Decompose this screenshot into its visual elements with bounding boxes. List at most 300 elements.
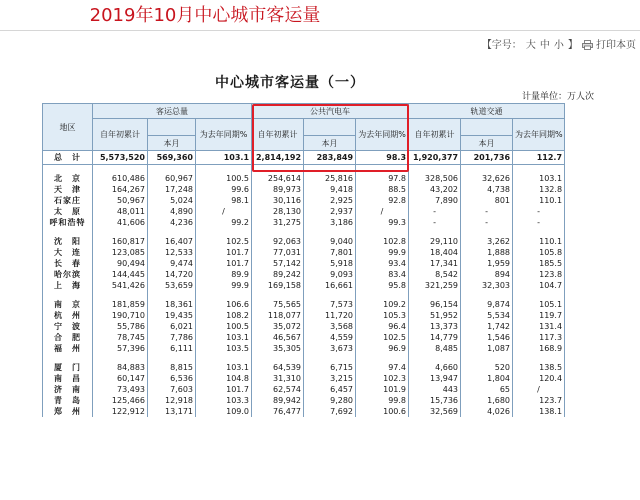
header-divider bbox=[0, 30, 640, 31]
table-cell: 125,466 bbox=[93, 395, 148, 406]
table-cell: 8,815 bbox=[148, 362, 196, 373]
table-cell: 96.4 bbox=[356, 321, 409, 332]
table-cell: 7,573 bbox=[304, 299, 356, 310]
table-cell: 53,659 bbox=[148, 280, 196, 291]
table-cell: - bbox=[513, 206, 565, 217]
table-cell: 112.7 bbox=[513, 151, 565, 165]
group-header-rail: 轨道交通 bbox=[409, 104, 565, 119]
table-cell: 3,262 bbox=[461, 236, 513, 247]
table-cell: 7,603 bbox=[148, 384, 196, 395]
table-cell: 102.5 bbox=[196, 236, 252, 247]
table-cell: 801 bbox=[461, 195, 513, 206]
table-cell: 7,692 bbox=[304, 406, 356, 417]
spacer-cell bbox=[196, 354, 252, 362]
table-cell: 181,859 bbox=[93, 299, 148, 310]
table-cell: 104.8 bbox=[196, 373, 252, 384]
table-cell: 89,942 bbox=[252, 395, 304, 406]
table-cell: 123.8 bbox=[513, 269, 565, 280]
table-cell: 103.1 bbox=[513, 173, 565, 184]
table-row bbox=[43, 217, 565, 228]
table-cell: - bbox=[409, 206, 461, 217]
table-cell: 105.8 bbox=[513, 247, 565, 258]
table-cell: 98.1 bbox=[196, 195, 252, 206]
table-cell: 5,534 bbox=[461, 310, 513, 321]
table-cell: 4,890 bbox=[148, 206, 196, 217]
spacer-cell bbox=[409, 165, 461, 174]
table-cell: 89,973 bbox=[252, 184, 304, 195]
table-cell: 1,804 bbox=[461, 373, 513, 384]
table-cell: 12,918 bbox=[148, 395, 196, 406]
table-row bbox=[43, 395, 565, 406]
table-cell: 55,786 bbox=[93, 321, 148, 332]
table-cell: 4,236 bbox=[148, 217, 196, 228]
table-cell: 31,310 bbox=[252, 373, 304, 384]
table-cell: 185.5 bbox=[513, 258, 565, 269]
table-cell: 110.1 bbox=[513, 195, 565, 206]
table-row bbox=[43, 195, 565, 206]
table-cell: 105.1 bbox=[513, 299, 565, 310]
table-row bbox=[43, 206, 565, 217]
table-cell: 98.3 bbox=[356, 151, 409, 165]
table-cell: 15,736 bbox=[409, 395, 461, 406]
spacer-cell bbox=[148, 165, 196, 174]
table-row bbox=[43, 173, 565, 184]
spacer-cell bbox=[304, 354, 356, 362]
printer-icon bbox=[582, 40, 593, 50]
table-cell: 120.4 bbox=[513, 373, 565, 384]
table-cell: 109.0 bbox=[196, 406, 252, 417]
table-cell: 541,426 bbox=[93, 280, 148, 291]
table-cell: 103.5 bbox=[196, 343, 252, 354]
table-cell: 18,361 bbox=[148, 299, 196, 310]
region-name: 呼和浩特 bbox=[43, 217, 93, 228]
table-cell: 35,305 bbox=[252, 343, 304, 354]
table-cell: 57,396 bbox=[93, 343, 148, 354]
table-cell: - bbox=[461, 217, 513, 228]
table-cell: 132.8 bbox=[513, 184, 565, 195]
spacer-cell bbox=[513, 354, 565, 362]
table-row bbox=[43, 343, 565, 354]
table-cell: 1,087 bbox=[461, 343, 513, 354]
table-cell: 92,063 bbox=[252, 236, 304, 247]
spacer-cell bbox=[43, 291, 93, 299]
table-cell: 16,661 bbox=[304, 280, 356, 291]
table-cell: 103.1 bbox=[196, 362, 252, 373]
table-cell: 99.8 bbox=[356, 395, 409, 406]
table-cell: 31,275 bbox=[252, 217, 304, 228]
spacer-cell bbox=[409, 228, 461, 236]
table-body bbox=[43, 151, 565, 418]
table-cell: 3,215 bbox=[304, 373, 356, 384]
table-cell: 13,373 bbox=[409, 321, 461, 332]
table-cell: 106.6 bbox=[196, 299, 252, 310]
spacer-cell bbox=[409, 354, 461, 362]
table-cell: 610,486 bbox=[93, 173, 148, 184]
table-cell: 6,021 bbox=[148, 321, 196, 332]
region-name: 太 原 bbox=[43, 206, 93, 217]
table-cell: 100.5 bbox=[196, 321, 252, 332]
font-size-large-button[interactable]: 大 bbox=[525, 40, 536, 51]
table-cell: 117.3 bbox=[513, 332, 565, 343]
table-cell: 78,745 bbox=[93, 332, 148, 343]
table-cell: 77,031 bbox=[252, 247, 304, 258]
table-row bbox=[43, 280, 565, 291]
table-cell: 5,024 bbox=[148, 195, 196, 206]
table-cell: 96.9 bbox=[356, 343, 409, 354]
print-button[interactable] bbox=[582, 36, 636, 51]
table-cell: 190,710 bbox=[93, 310, 148, 321]
table-cell: 32,626 bbox=[461, 173, 513, 184]
table-row bbox=[43, 321, 565, 332]
spacer-cell bbox=[43, 354, 93, 362]
table-cell: - bbox=[409, 217, 461, 228]
toolbar bbox=[482, 36, 636, 51]
table-cell: 443 bbox=[409, 384, 461, 395]
table-cell: 108.2 bbox=[196, 310, 252, 321]
spacer-cell bbox=[356, 291, 409, 299]
table-cell: 1,680 bbox=[461, 395, 513, 406]
table-cell: 101.7 bbox=[196, 258, 252, 269]
table-cell: 254,614 bbox=[252, 173, 304, 184]
table-cell: 99.3 bbox=[356, 217, 409, 228]
region-name: 哈尔滨 bbox=[43, 269, 93, 280]
spacer-cell bbox=[513, 291, 565, 299]
group-spacer bbox=[43, 228, 565, 236]
table-cell: 101.9 bbox=[356, 384, 409, 395]
table-cell: 160,817 bbox=[93, 236, 148, 247]
col-header-ytd: 自年初累计 bbox=[409, 119, 461, 151]
page-title: 2019年10月中心城市客运量 bbox=[89, 5, 321, 26]
region-header: 地区 bbox=[43, 104, 93, 151]
spacer-cell bbox=[93, 354, 148, 362]
table-cell: 51,952 bbox=[409, 310, 461, 321]
table-cell: 7,890 bbox=[409, 195, 461, 206]
table-cell: 123,085 bbox=[93, 247, 148, 258]
group-spacer bbox=[43, 291, 565, 299]
table-cell: 14,720 bbox=[148, 269, 196, 280]
table-cell: 1,546 bbox=[461, 332, 513, 343]
table-cell: 109.2 bbox=[356, 299, 409, 310]
table-cell: 321,259 bbox=[409, 280, 461, 291]
table-cell: 9,040 bbox=[304, 236, 356, 247]
table-cell: 9,874 bbox=[461, 299, 513, 310]
region-name: 上 海 bbox=[43, 280, 93, 291]
group-header-total: 客运总量 bbox=[93, 104, 252, 119]
table-row bbox=[43, 236, 565, 247]
table-row bbox=[43, 258, 565, 269]
region-name: 北 京 bbox=[43, 173, 93, 184]
table-cell: 19,435 bbox=[148, 310, 196, 321]
region-name: 大 连 bbox=[43, 247, 93, 258]
table-cell: 201,736 bbox=[461, 151, 513, 165]
spacer-cell bbox=[461, 228, 513, 236]
font-size-small-button[interactable]: 小 bbox=[553, 40, 564, 51]
region-name: 合 肥 bbox=[43, 332, 93, 343]
table-cell: 92.8 bbox=[356, 195, 409, 206]
table-cell: 18,404 bbox=[409, 247, 461, 258]
table-cell: 102.3 bbox=[356, 373, 409, 384]
region-name: 天 津 bbox=[43, 184, 93, 195]
table-row bbox=[43, 247, 565, 258]
table-cell: 95.8 bbox=[356, 280, 409, 291]
spacer-cell bbox=[461, 291, 513, 299]
table-row bbox=[43, 384, 565, 395]
spacer-cell bbox=[93, 228, 148, 236]
table-cell: 103.1 bbox=[196, 332, 252, 343]
table-cell: 144,445 bbox=[93, 269, 148, 280]
table-cell: 32,569 bbox=[409, 406, 461, 417]
table-cell: - bbox=[461, 206, 513, 217]
spacer-cell bbox=[93, 291, 148, 299]
region-name: 沈 阳 bbox=[43, 236, 93, 247]
region-name: 济 南 bbox=[43, 384, 93, 395]
spacer-cell bbox=[43, 228, 93, 236]
table-cell: 6,536 bbox=[148, 373, 196, 384]
table-row bbox=[43, 362, 565, 373]
table-row bbox=[43, 184, 565, 195]
table-cell: 8,542 bbox=[409, 269, 461, 280]
table-cell: 8,485 bbox=[409, 343, 461, 354]
table-cell: 7,786 bbox=[148, 332, 196, 343]
col-header-yoy: 为去年同期% bbox=[513, 119, 565, 151]
table-cell: 1,959 bbox=[461, 258, 513, 269]
spacer-cell bbox=[409, 291, 461, 299]
table-cell: 76,477 bbox=[252, 406, 304, 417]
spacer-cell bbox=[252, 228, 304, 236]
table-cell: 75,565 bbox=[252, 299, 304, 310]
table-cell: 90,494 bbox=[93, 258, 148, 269]
table-cell: 131.4 bbox=[513, 321, 565, 332]
col-header-yoy: 为去年同期% bbox=[196, 119, 252, 151]
group-spacer bbox=[43, 354, 565, 362]
table-cell: 5,918 bbox=[304, 258, 356, 269]
spacer-cell bbox=[93, 165, 148, 174]
highlight-annotation bbox=[252, 104, 409, 172]
table-cell: 168.9 bbox=[513, 343, 565, 354]
table-cell: 103.3 bbox=[196, 395, 252, 406]
table-cell: 3,186 bbox=[304, 217, 356, 228]
table-cell: 101.7 bbox=[196, 384, 252, 395]
table-cell: 138.5 bbox=[513, 362, 565, 373]
table-cell: 99.2 bbox=[196, 217, 252, 228]
table-cell: 101.7 bbox=[196, 247, 252, 258]
spacer-cell bbox=[252, 291, 304, 299]
table-cell: 894 bbox=[461, 269, 513, 280]
table-cell: 520 bbox=[461, 362, 513, 373]
table-cell: 11,720 bbox=[304, 310, 356, 321]
region-name: 总 计 bbox=[43, 151, 93, 165]
table-cell: 48,011 bbox=[93, 206, 148, 217]
table-cell: 103.1 bbox=[196, 151, 252, 165]
table-cell: 1,920,377 bbox=[409, 151, 461, 165]
spacer-cell bbox=[461, 354, 513, 362]
document-title: 中心城市客运量（一） bbox=[215, 75, 365, 91]
table-cell: 14,779 bbox=[409, 332, 461, 343]
table-cell: 7,801 bbox=[304, 247, 356, 258]
table-cell: 3,568 bbox=[304, 321, 356, 332]
table-cell: 102.8 bbox=[356, 236, 409, 247]
col-header-month-spacer bbox=[461, 119, 513, 136]
table-cell: 4,026 bbox=[461, 406, 513, 417]
font-size-close-bracket: 】 bbox=[567, 40, 578, 51]
table-cell: 97.8 bbox=[356, 173, 409, 184]
spacer-cell bbox=[148, 228, 196, 236]
table-cell: 62,574 bbox=[252, 384, 304, 395]
spacer-cell bbox=[461, 165, 513, 174]
table-cell: 2,814,192 bbox=[252, 151, 304, 165]
table-row bbox=[43, 310, 565, 321]
table-cell: 73,493 bbox=[93, 384, 148, 395]
table-row bbox=[43, 299, 565, 310]
table-cell: 328,506 bbox=[409, 173, 461, 184]
table-cell: 25,816 bbox=[304, 173, 356, 184]
table-cell: 89.9 bbox=[196, 269, 252, 280]
table-cell: 6,715 bbox=[304, 362, 356, 373]
table-cell: 6,457 bbox=[304, 384, 356, 395]
table-cell: 84,883 bbox=[93, 362, 148, 373]
table-cell: 16,407 bbox=[148, 236, 196, 247]
spacer-cell bbox=[43, 165, 93, 174]
table-cell: 88.5 bbox=[356, 184, 409, 195]
table-cell: 123.7 bbox=[513, 395, 565, 406]
spacer-cell bbox=[304, 228, 356, 236]
spacer-cell bbox=[196, 291, 252, 299]
spacer-cell bbox=[148, 354, 196, 362]
table-cell: 60,967 bbox=[148, 173, 196, 184]
table-cell: 9,418 bbox=[304, 184, 356, 195]
region-name: 福 州 bbox=[43, 343, 93, 354]
table-cell: 119.7 bbox=[513, 310, 565, 321]
table-cell: 122,912 bbox=[93, 406, 148, 417]
table-cell: 30,116 bbox=[252, 195, 304, 206]
region-name: 长 春 bbox=[43, 258, 93, 269]
table-cell: 164,267 bbox=[93, 184, 148, 195]
table-cell: 13,947 bbox=[409, 373, 461, 384]
spacer-cell bbox=[196, 165, 252, 174]
table-cell: 3,673 bbox=[304, 343, 356, 354]
table-cell: 102.5 bbox=[356, 332, 409, 343]
font-size-medium-button[interactable]: 中 bbox=[539, 40, 550, 51]
table-cell: 12,533 bbox=[148, 247, 196, 258]
table-cell: 57,142 bbox=[252, 258, 304, 269]
table-cell: 6,111 bbox=[148, 343, 196, 354]
table-cell: 105.3 bbox=[356, 310, 409, 321]
region-name: 郑 州 bbox=[43, 406, 93, 417]
table-cell: / bbox=[513, 384, 565, 395]
table-cell: 89,242 bbox=[252, 269, 304, 280]
table-cell: 97.4 bbox=[356, 362, 409, 373]
table-cell: - bbox=[513, 217, 565, 228]
table-cell: 118,077 bbox=[252, 310, 304, 321]
col-header-ytd: 自年初累计 bbox=[93, 119, 148, 151]
table-cell: 46,567 bbox=[252, 332, 304, 343]
table-cell: 1,742 bbox=[461, 321, 513, 332]
region-name: 南 京 bbox=[43, 299, 93, 310]
table-cell: 110.1 bbox=[513, 236, 565, 247]
spacer-cell bbox=[148, 291, 196, 299]
table-cell: 99.9 bbox=[196, 280, 252, 291]
table-cell: 2,937 bbox=[304, 206, 356, 217]
table-cell: 2,925 bbox=[304, 195, 356, 206]
table-row bbox=[43, 332, 565, 343]
table-cell: 43,202 bbox=[409, 184, 461, 195]
spacer-cell bbox=[304, 291, 356, 299]
table-cell: 104.7 bbox=[513, 280, 565, 291]
spacer-cell bbox=[252, 354, 304, 362]
table-cell: 13,171 bbox=[148, 406, 196, 417]
table-cell: 138.1 bbox=[513, 406, 565, 417]
table-cell: 50,967 bbox=[93, 195, 148, 206]
col-header-month: 本月 bbox=[304, 136, 356, 151]
spacer-cell bbox=[513, 165, 565, 174]
col-header-month: 本月 bbox=[148, 136, 196, 151]
table-cell: 4,660 bbox=[409, 362, 461, 373]
group-header-bus: 公共汽电车 bbox=[252, 104, 409, 119]
region-name: 厦 门 bbox=[43, 362, 93, 373]
region-name: 杭 州 bbox=[43, 310, 93, 321]
table-cell: 83.4 bbox=[356, 269, 409, 280]
col-header-yoy: 为去年同期% bbox=[356, 119, 409, 151]
table-cell: 9,093 bbox=[304, 269, 356, 280]
table-cell: 4,738 bbox=[461, 184, 513, 195]
spacer-cell bbox=[356, 228, 409, 236]
table-cell: 32,303 bbox=[461, 280, 513, 291]
table-cell: 65 bbox=[461, 384, 513, 395]
table-cell: 41,606 bbox=[93, 217, 148, 228]
table-row bbox=[43, 269, 565, 280]
table-cell: 17,341 bbox=[409, 258, 461, 269]
table-cell: 64,539 bbox=[252, 362, 304, 373]
print-label: 打印本页 bbox=[596, 40, 636, 51]
col-header-ytd: 自年初累计 bbox=[252, 119, 304, 151]
table-cell: 99.6 bbox=[196, 184, 252, 195]
unit-note: 计量单位：万人次 bbox=[521, 92, 594, 102]
table-cell: 569,360 bbox=[148, 151, 196, 165]
table-cell: / bbox=[356, 206, 409, 217]
table-cell: 29,110 bbox=[409, 236, 461, 247]
region-name: 南 昌 bbox=[43, 373, 93, 384]
region-name: 宁 波 bbox=[43, 321, 93, 332]
table-cell: 60,147 bbox=[93, 373, 148, 384]
table-cell: 9,280 bbox=[304, 395, 356, 406]
table-cell: 93.4 bbox=[356, 258, 409, 269]
spacer-cell bbox=[513, 228, 565, 236]
font-size-label: 【字号： bbox=[481, 40, 522, 51]
page-header bbox=[0, 0, 640, 32]
table-cell: 96,154 bbox=[409, 299, 461, 310]
table-cell: 35,072 bbox=[252, 321, 304, 332]
region-name: 青 岛 bbox=[43, 395, 93, 406]
table-cell: 100.5 bbox=[196, 173, 252, 184]
table-cell: 169,158 bbox=[252, 280, 304, 291]
table-cell: 283,849 bbox=[304, 151, 356, 165]
table-cell: 17,248 bbox=[148, 184, 196, 195]
col-header-month: 本月 bbox=[461, 136, 513, 151]
region-name: 石家庄 bbox=[43, 195, 93, 206]
col-header-month-spacer bbox=[148, 119, 196, 136]
table-cell: 100.6 bbox=[356, 406, 409, 417]
table-cell: 9,474 bbox=[148, 258, 196, 269]
spacer-cell bbox=[356, 354, 409, 362]
table-cell: 4,559 bbox=[304, 332, 356, 343]
table-cell: 99.9 bbox=[356, 247, 409, 258]
table-cell: 1,888 bbox=[461, 247, 513, 258]
table-cell: / bbox=[196, 206, 252, 217]
table-row bbox=[43, 406, 565, 417]
table-cell: 28,130 bbox=[252, 206, 304, 217]
table-row bbox=[43, 373, 565, 384]
table-cell: 5,573,520 bbox=[93, 151, 148, 165]
